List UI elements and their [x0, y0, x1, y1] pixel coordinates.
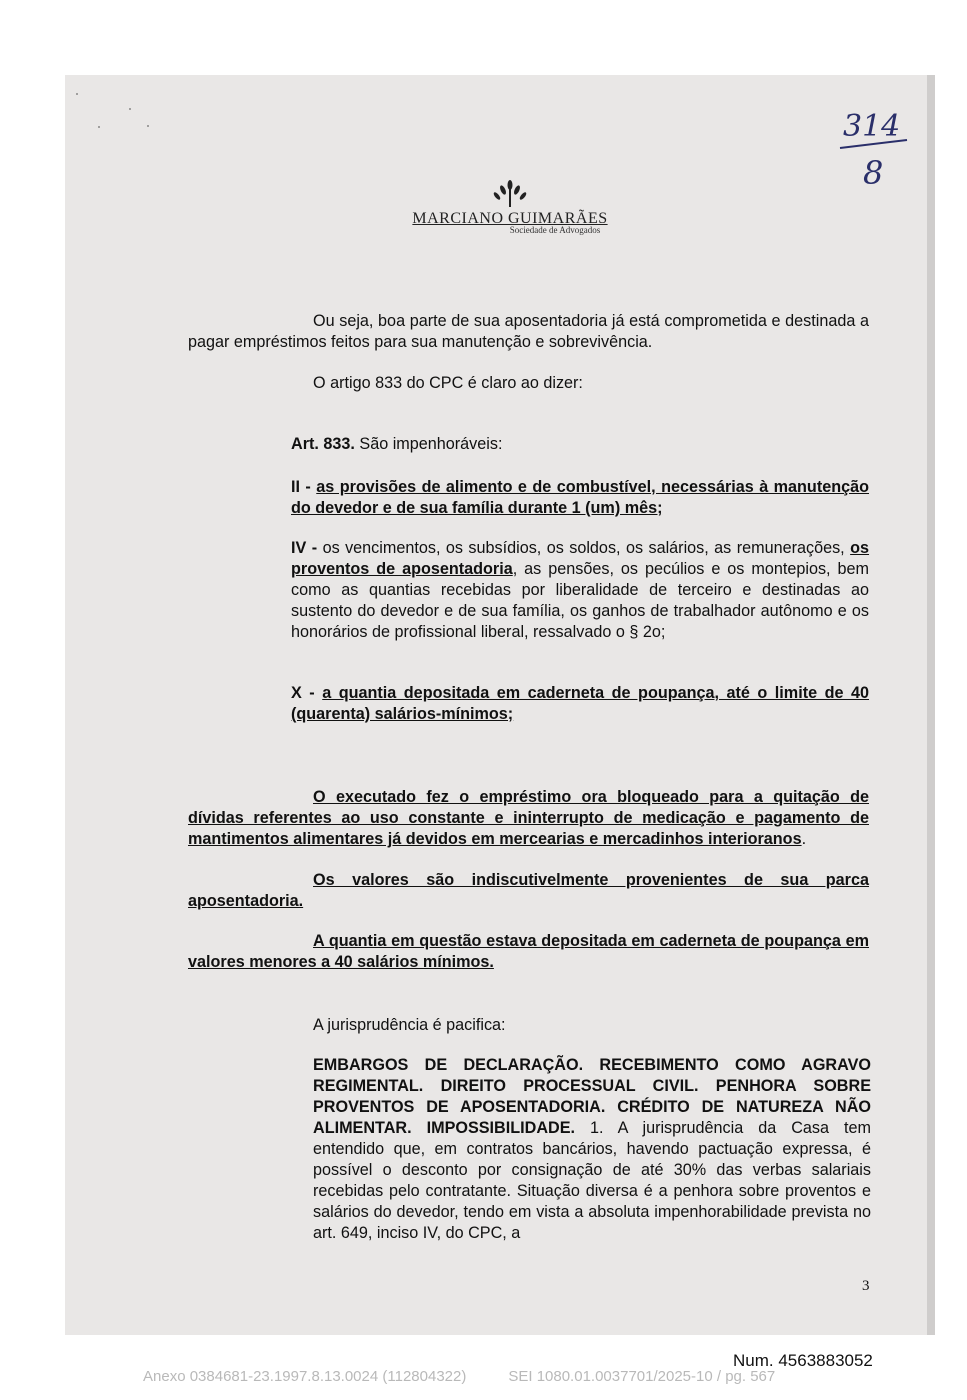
jurisprudence-quote	[313, 1055, 871, 1244]
page-number: 3	[862, 1278, 870, 1294]
jurisprudence-headline: EMBARGOS DE DECLARAÇÃO. RECEBIMENTO COMO AGRAVO REGIMENTAL. DIREITO PROCESSUAL CIVIL. PENHORA SOBRE PROVENTOS DE APOSENTADORIA. CRÉDITO DE NATUREZA NÃO ALIMENTAR. IMPOSSIBILIDADE.	[313, 1056, 871, 1137]
inciso-x-label: X -	[291, 684, 315, 702]
wheat-sprig-icon	[490, 178, 530, 208]
footer-right: SEI 1080.01.0037701/2025-10 / pg. 567	[508, 1368, 776, 1385]
folio-top: 314	[843, 109, 901, 144]
scan-speck	[147, 125, 149, 127]
paragraph-1-text: Ou seja, boa parte de sua aposentadoria já está comprometida e destinada a pagar empréstimos feitos para sua manutenção e sobrevivência.	[188, 312, 869, 351]
inciso-iv-text-c: , as pensões, os pecúlios e os montepios, bem como as quantias recebidas por liberalidade de terceiro e destinadas ao sustento do devedor e de sua família, os ganhos de trabalhador autônomo e os honorários de profissional liberal, ressalvado o § 2o;	[291, 560, 869, 641]
paragraph-4	[188, 870, 869, 912]
folio-bottom: 8	[863, 154, 884, 192]
inciso-ii	[291, 477, 869, 519]
footer-watermark	[143, 1368, 775, 1385]
scan-speck	[76, 93, 78, 95]
handwritten-folio	[835, 98, 915, 193]
paragraph-5-text: A quantia em questão estava depositada em caderneta de poupança em valores menores a 40 salários mínimos.	[188, 932, 869, 971]
handwritten-folio-mark	[835, 98, 915, 193]
document-number: Num. 4563883052	[733, 1351, 873, 1370]
paragraph-6: A jurisprudência é pacifica:	[313, 1016, 506, 1034]
paragraph-3-text: O executado fez o empréstimo ora bloqueado para a quitação de dívidas referentes ao uso constante e ininterrupto de medicação e pagamento de mantimentos alimentares já devidos em mercearias e mercadinhos interioranos	[188, 788, 869, 848]
inciso-iv	[291, 538, 869, 643]
inciso-x-text: a quantia depositada em caderneta de poupança, até o limite de 40 (quarenta) salários-mínimos;	[291, 684, 870, 723]
paragraph-3-end: .	[801, 830, 807, 848]
paragraph-5	[188, 931, 869, 973]
article-label: Art. 833.	[291, 435, 355, 453]
inciso-iv-highlight: os proventos de aposentadoria	[291, 539, 870, 578]
paragraph-4-text: Os valores são indiscutivelmente provenientes de sua parca aposentadoria.	[188, 871, 869, 910]
paragraph-2: O artigo 833 do CPC é claro ao dizer:	[313, 374, 583, 392]
firm-subtitle: Sociedade de Advogados	[509, 225, 601, 235]
paragraph-3	[188, 787, 869, 850]
scan-speck	[98, 126, 100, 128]
jurisprudence-text: 1. A jurisprudência da Casa tem entendido que, em contratos bancários, havendo pactuação expressa, é possível o desconto por consignação de até 30% das verbas salariais recebidas pelo contratante. Situação diversa é a penhora sobre proventos e salários do devedor, tendo em vista a absoluta impenhorabilidade prevista no art. 649, inciso IV, do CPC, a	[313, 1119, 871, 1242]
footer-left: Anexo 0384681-23.1997.8.13.0024 (112804322)	[143, 1368, 467, 1385]
inciso-iv-text-a: os vencimentos, os subsídios, os soldos, os salários, as remunerações,	[322, 539, 845, 557]
article-text: São impenhoráveis:	[359, 435, 503, 453]
firm-name: MARCIANO GUIMARÃES	[412, 210, 608, 227]
inciso-ii-text: as provisões de alimento e de combustível, necessárias à manutenção do devedor e de sua família durante 1 (um) mês;	[291, 478, 869, 517]
inciso-x	[291, 683, 869, 725]
inciso-ii-label: II -	[291, 478, 311, 496]
inciso-iv-label: IV -	[291, 539, 318, 557]
paragraph-1	[188, 311, 869, 353]
scan-speck	[129, 108, 131, 110]
firm-logo	[390, 178, 630, 248]
article-heading	[291, 434, 869, 455]
